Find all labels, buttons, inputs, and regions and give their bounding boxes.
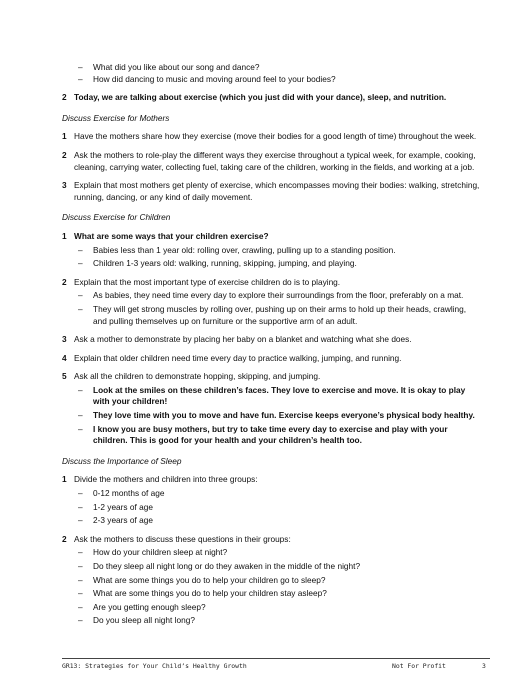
dash: –: [78, 561, 83, 571]
dash: –: [78, 303, 83, 314]
numbered-item: [62, 474, 482, 526]
bullet-text: What did you like about our song and dance?: [93, 62, 260, 72]
intro-bullet: [62, 74, 482, 86]
dash: –: [78, 410, 83, 421]
bullet-text: Babies less than 1 year old: rolling over, crawling, pulling up to a standing position.: [93, 244, 396, 255]
section-heading: Discuss the Importance of Sleep: [62, 455, 182, 466]
item-text: Explain that the most important type of exercise children do is to playing.: [74, 276, 341, 287]
dash: –: [78, 615, 83, 626]
dash: –: [78, 547, 83, 558]
bullet-text: 0-12 months of age: [93, 488, 165, 499]
dash: –: [78, 244, 83, 255]
dash: –: [78, 290, 83, 301]
bullet-item: [62, 588, 482, 600]
item-text: Ask all the children to demonstrate hopping, skipping, and jumping.: [74, 371, 321, 382]
bullet-item: [62, 290, 482, 302]
item-text: Divide the mothers and children into three groups:: [74, 474, 258, 485]
numbered-item: [62, 353, 482, 365]
intro-item: [62, 92, 482, 104]
bullet-text: Do they sleep all night long or do they awaken in the middle of the night?: [93, 561, 361, 571]
numbered-item: [62, 277, 482, 327]
bullet-item: [62, 615, 482, 627]
bullet-item: [62, 424, 482, 447]
bullet-item: [62, 515, 482, 527]
item-text: Ask a mother to demonstrate by placing her baby on a blanket and watching what she does.: [74, 334, 412, 345]
bullet-text: I know you are busy mothers, but try to take time every day to exercise and play with your children. This is good for your health and your children’s health too.: [93, 423, 448, 446]
bullet-item: [62, 561, 482, 573]
item-number: 3: [62, 180, 67, 191]
bullet-text: Are you getting enough sleep?: [93, 601, 206, 612]
bullet-text: They will get strong muscles by rolling over, pushing up on their arms to hold up their heads, crawling, and pulling themselves up on furniture or the supportive arm of an adult.: [93, 303, 467, 326]
item-number: 1: [62, 131, 67, 142]
item-number: 2: [62, 92, 67, 103]
page-footer: [62, 658, 490, 670]
dash: –: [78, 488, 83, 499]
bullet-item: [62, 575, 482, 587]
bullet-item: [62, 547, 482, 559]
section-heading: Discuss Exercise for Mothers: [62, 112, 170, 123]
item-text: Have the mothers share how they exercise (move their bodies for a good length of time) throughout the week.: [74, 131, 477, 142]
bullet-text: How did dancing to music and moving around feel to your bodies?: [93, 73, 336, 84]
dash: –: [78, 574, 83, 585]
numbered-item: [62, 180, 482, 203]
bullet-item: [62, 245, 482, 257]
footer-notice: Not For Profit: [392, 662, 446, 670]
bullet-text: Children 1-3 years old: walking, running, skipping, jumping, and playing.: [93, 258, 357, 269]
dash: –: [78, 588, 83, 599]
dash: –: [78, 601, 83, 612]
item-text: Today, we are talking about exercise (which you just did with your dance), sleep, and nutrition.: [74, 92, 447, 103]
item-text: What are some ways that your children exercise?: [74, 230, 269, 241]
bullet-item: [62, 502, 482, 514]
page-content: [62, 62, 482, 627]
sections: [62, 113, 482, 627]
item-text: Explain that older children need time every day to practice walking, jumping, and running.: [74, 352, 402, 363]
item-text: Ask the mothers to discuss these questions in their groups:: [74, 533, 291, 544]
dash: –: [78, 423, 83, 434]
bullet-text: 1-2 years of age: [93, 501, 153, 512]
numbered-item: [62, 534, 482, 627]
bullet-item: [62, 410, 482, 422]
dash: –: [78, 258, 83, 269]
item-number: 1: [62, 474, 67, 485]
bullet-text: 2-3 years of age: [93, 515, 153, 526]
item-number: 5: [62, 371, 67, 382]
bullet-item: [62, 258, 482, 270]
item-number: 4: [62, 352, 67, 363]
dash: –: [78, 73, 83, 84]
bullet-text: Do you sleep all night long?: [93, 615, 195, 626]
section-heading: Discuss Exercise for Children: [62, 212, 171, 223]
bullet-text: They love time with you to move and have fun. Exercise keeps everyone’s physical body healthy.: [93, 410, 475, 421]
page-number: 3: [482, 662, 486, 670]
bullet-item: [62, 385, 482, 408]
dash: –: [78, 62, 83, 72]
item-number: 2: [62, 149, 67, 160]
bullet-item: [62, 304, 482, 327]
dash: –: [78, 384, 83, 395]
bullet-item: [62, 602, 482, 614]
item-number: 2: [62, 276, 67, 287]
dash: –: [78, 515, 83, 526]
footer-title: GR13: Strategies for Your Child’s Healthy Growth: [62, 662, 247, 670]
item-number: 1: [62, 230, 67, 241]
item-text: Explain that most mothers get plenty of exercise, which encompasses moving their bodies: walking, stretching, running, dancing, or any kind of daily movement.: [74, 180, 480, 202]
numbered-item: [62, 371, 482, 447]
numbered-item: [62, 131, 482, 143]
bullet-text: What are some things you do to help your children go to sleep?: [93, 574, 326, 585]
bullet-text: What are some things you do to help your children stay asleep?: [93, 588, 327, 599]
item-number: 2: [62, 533, 67, 544]
bullet-text: As babies, they need time every day to explore their surroundings from the floor, preferably on a mat.: [93, 290, 464, 301]
bullet-text: Look at the smiles on these children’s faces. They love to exercise and move. It is okay to play with your children!: [93, 384, 466, 407]
dash: –: [78, 501, 83, 512]
numbered-item: [62, 231, 482, 270]
numbered-item: [62, 334, 482, 346]
bullet-item: [62, 488, 482, 500]
bullet-text: How do your children sleep at night?: [93, 547, 228, 558]
item-number: 3: [62, 334, 67, 345]
item-text: Ask the mothers to role-play the different ways they exercise throughout a typical week, for example, cooking, cleaning, carrying water, collecting fuel, taking care of the children, working in the fields, and working at a job.: [74, 149, 476, 172]
intro-bullet: [62, 62, 482, 74]
numbered-item: [62, 150, 482, 173]
